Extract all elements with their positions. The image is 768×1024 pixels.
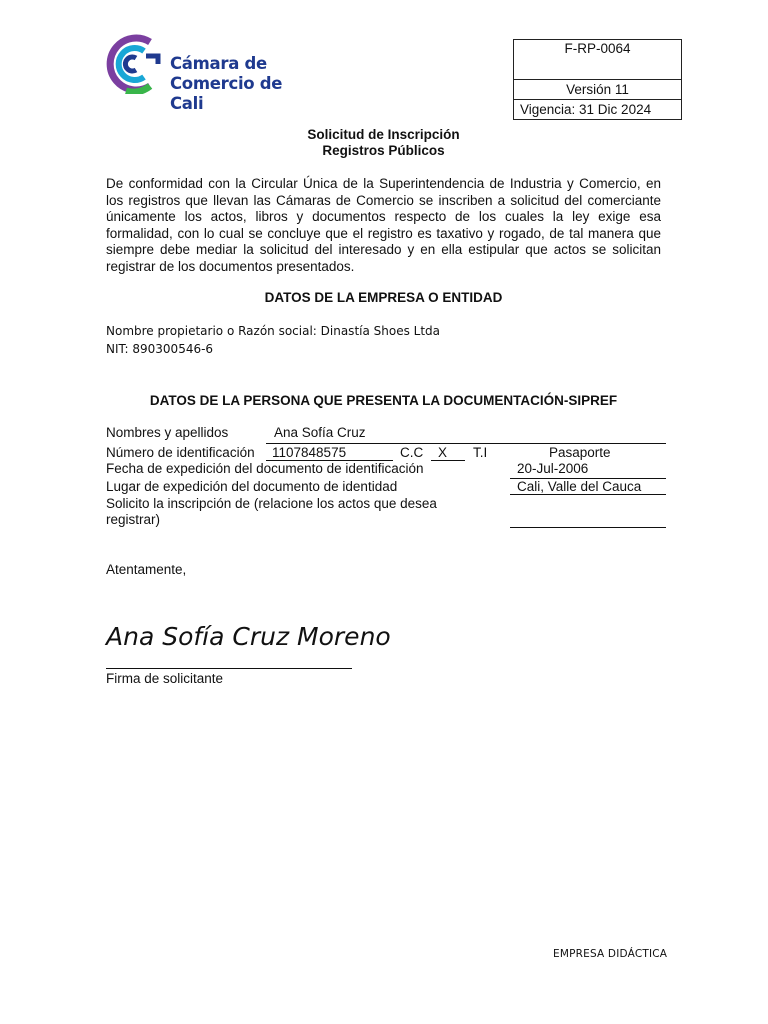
- form-version-box: [513, 39, 682, 120]
- signature-line: [106, 668, 352, 669]
- footer-label: EMPRESA DIDÁCTICA: [553, 948, 668, 960]
- issue-place-underline: [510, 494, 666, 495]
- passport-label: Pasaporte: [549, 445, 611, 460]
- cc-label: C.C: [400, 445, 424, 460]
- issue-date-label: Fecha de expedición del documento de identificación: [106, 461, 424, 476]
- intro-paragraph: De conformidad con la Circular Única de la Superintendencia de Industria y Comercio, en los registros que llevan las Cámaras de Comercio se inscriben a solicitud del comerciante únicamente los actos, libros y documentos respecto de los cuales la ley exige esa formalidad, con lo cual se concluye que el registro es taxativo y rogado, de tal manera que siempre debe mediar la solicitud del interesado y en ella estipular que actos se solicitan registrar de los documentos presentados.: [106, 176, 661, 274]
- company-nit: NIT: 890300546-6: [106, 342, 214, 356]
- chamber-logo-icon: [106, 34, 166, 94]
- request-label-line-1: Solicito la inscripción de (relacione los actos que desea: [106, 496, 437, 511]
- issue-place-value[interactable]: Cali, Valle del Cauca: [517, 479, 642, 494]
- names-underline: [266, 443, 666, 444]
- issue-date-value[interactable]: 20-Jul-2006: [517, 461, 589, 476]
- logo-wordmark: [170, 54, 282, 114]
- names-label: Nombres y apellidos: [106, 425, 229, 440]
- form-version: Versión 11: [514, 80, 681, 100]
- form-validity: Vigencia: 31 Dic 2024: [520, 102, 652, 117]
- id-label: Número de identificación: [106, 445, 255, 460]
- cc-underline: [431, 460, 465, 461]
- signature-caption: Firma de solicitante: [106, 671, 224, 686]
- salutation: Atentamente,: [106, 562, 187, 577]
- title-line-1: Solicitud de Inscripción: [307, 127, 460, 142]
- cc-mark[interactable]: X: [438, 445, 448, 460]
- company-name: Nombre propietario o Razón social: Dinastía Shoes Ltda: [106, 324, 441, 338]
- company-section-heading: DATOS DE LA EMPRESA O ENTIDAD: [264, 290, 503, 305]
- logo-line-1: Cámara de: [170, 54, 267, 73]
- title-line-2: Registros Públicos: [322, 143, 445, 158]
- request-label-line-2: registrar): [106, 512, 161, 527]
- page-title: [106, 127, 661, 159]
- ti-label: T.I: [473, 445, 488, 460]
- issue-place-label: Lugar de expedición del documento de identidad: [106, 479, 398, 494]
- person-section-heading: DATOS DE LA PERSONA QUE PRESENTA LA DOCUMENTACIÓN-SIPREF: [149, 393, 618, 408]
- request-underline[interactable]: [510, 527, 666, 528]
- signature: Ana Sofía Cruz Moreno: [106, 622, 391, 651]
- id-value[interactable]: 1107848575: [272, 445, 347, 460]
- logo-line-3: Cali: [170, 94, 204, 113]
- names-value[interactable]: Ana Sofía Cruz: [274, 425, 366, 440]
- chamber-logo: [106, 34, 286, 114]
- form-code: F-RP-0064: [514, 40, 681, 80]
- company-details: [106, 322, 606, 358]
- logo-line-2: Comercio de: [170, 74, 283, 93]
